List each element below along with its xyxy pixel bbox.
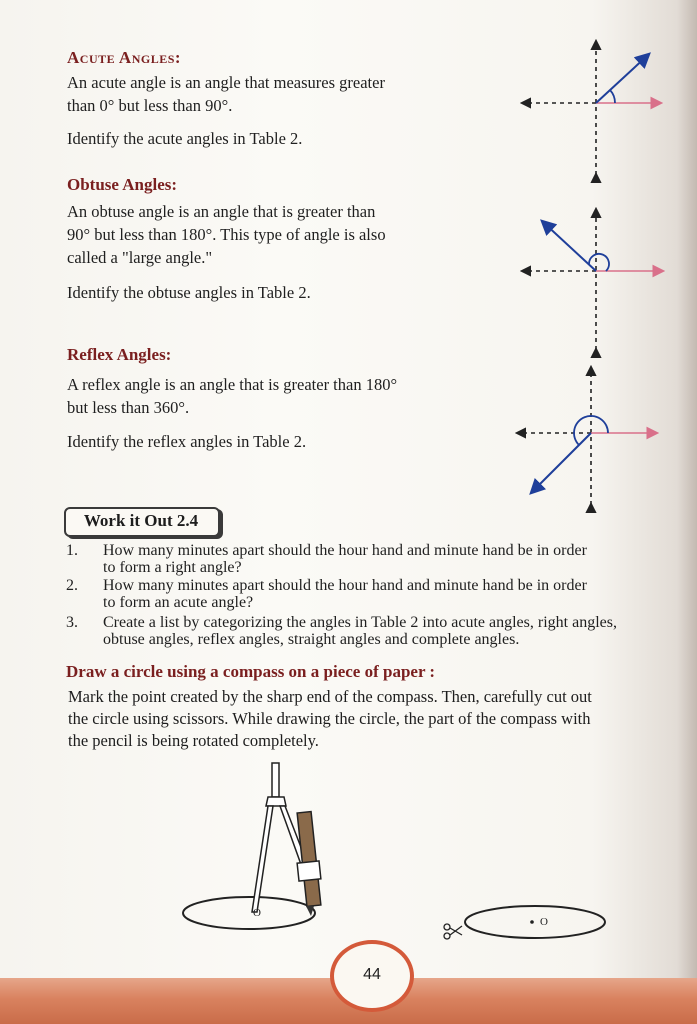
question-1-number: 1.	[66, 542, 78, 559]
compass-icon	[252, 763, 321, 916]
draw-circle-heading: Draw a circle using a compass on a piece of paper :	[66, 662, 436, 681]
acute-heading: Acute Angles:	[67, 48, 182, 67]
page-number: 44	[363, 966, 381, 983]
question-2-line-1: How many minutes apart should the hour hand and minute hand be in order	[103, 577, 587, 594]
reflex-line-2: but less than 360°.	[67, 398, 190, 417]
cut-circle-ellipse	[465, 906, 605, 938]
page-number-badge	[330, 940, 414, 1012]
acute-line-2: than 0° but less than 90°.	[67, 96, 233, 115]
reflex-line-1: A reflex angle is an angle that is greater than 180°	[67, 375, 398, 394]
center-point	[530, 920, 534, 924]
question-3-line-2: obtuse angles, reflex angles, straight angles and complete angles.	[103, 631, 520, 648]
obtuse-line-3: called a "large angle."	[67, 248, 213, 267]
center-label-right: O	[540, 916, 548, 928]
obtuse-line-1: An obtuse angle is an angle that is greater than	[67, 202, 376, 221]
acute-identify: Identify the acute angles in Table 2.	[67, 129, 303, 148]
obtuse-line-2: 90° but less than 180°. This type of angle is also	[67, 225, 386, 244]
question-1-line-1: How many minutes apart should the hour hand and minute hand be in order	[103, 542, 587, 559]
acute-line-1: An acute angle is an angle that measures greater	[67, 73, 385, 92]
center-label-left: O	[253, 907, 261, 919]
draw-line-2: the circle using scissors. While drawing the circle, the part of the compass with	[68, 709, 591, 728]
question-1-line-2: to form a right angle?	[103, 559, 242, 576]
draw-line-3: the pencil is being rotated completely.	[68, 731, 319, 750]
question-3-line-1: Create a list by categorizing the angles in Table 2 into acute angles, right angles,	[103, 614, 617, 631]
question-2-line-2: to form an acute angle?	[103, 594, 254, 611]
draw-line-1: Mark the point created by the sharp end of the compass. Then, carefully cut out	[68, 687, 592, 706]
question-3-number: 3.	[66, 614, 78, 631]
question-2-number: 2.	[66, 577, 78, 594]
reflex-identify: Identify the reflex angles in Table 2.	[67, 432, 307, 451]
obtuse-heading: Obtuse Angles:	[67, 175, 178, 194]
scissors-icon	[444, 924, 462, 939]
work-it-out-title: Work it Out 2.4	[83, 511, 199, 530]
obtuse-identify: Identify the obtuse angles in Table 2.	[67, 283, 311, 302]
drawn-circle-ellipse	[183, 897, 315, 929]
reflex-heading: Reflex Angles:	[67, 345, 172, 364]
